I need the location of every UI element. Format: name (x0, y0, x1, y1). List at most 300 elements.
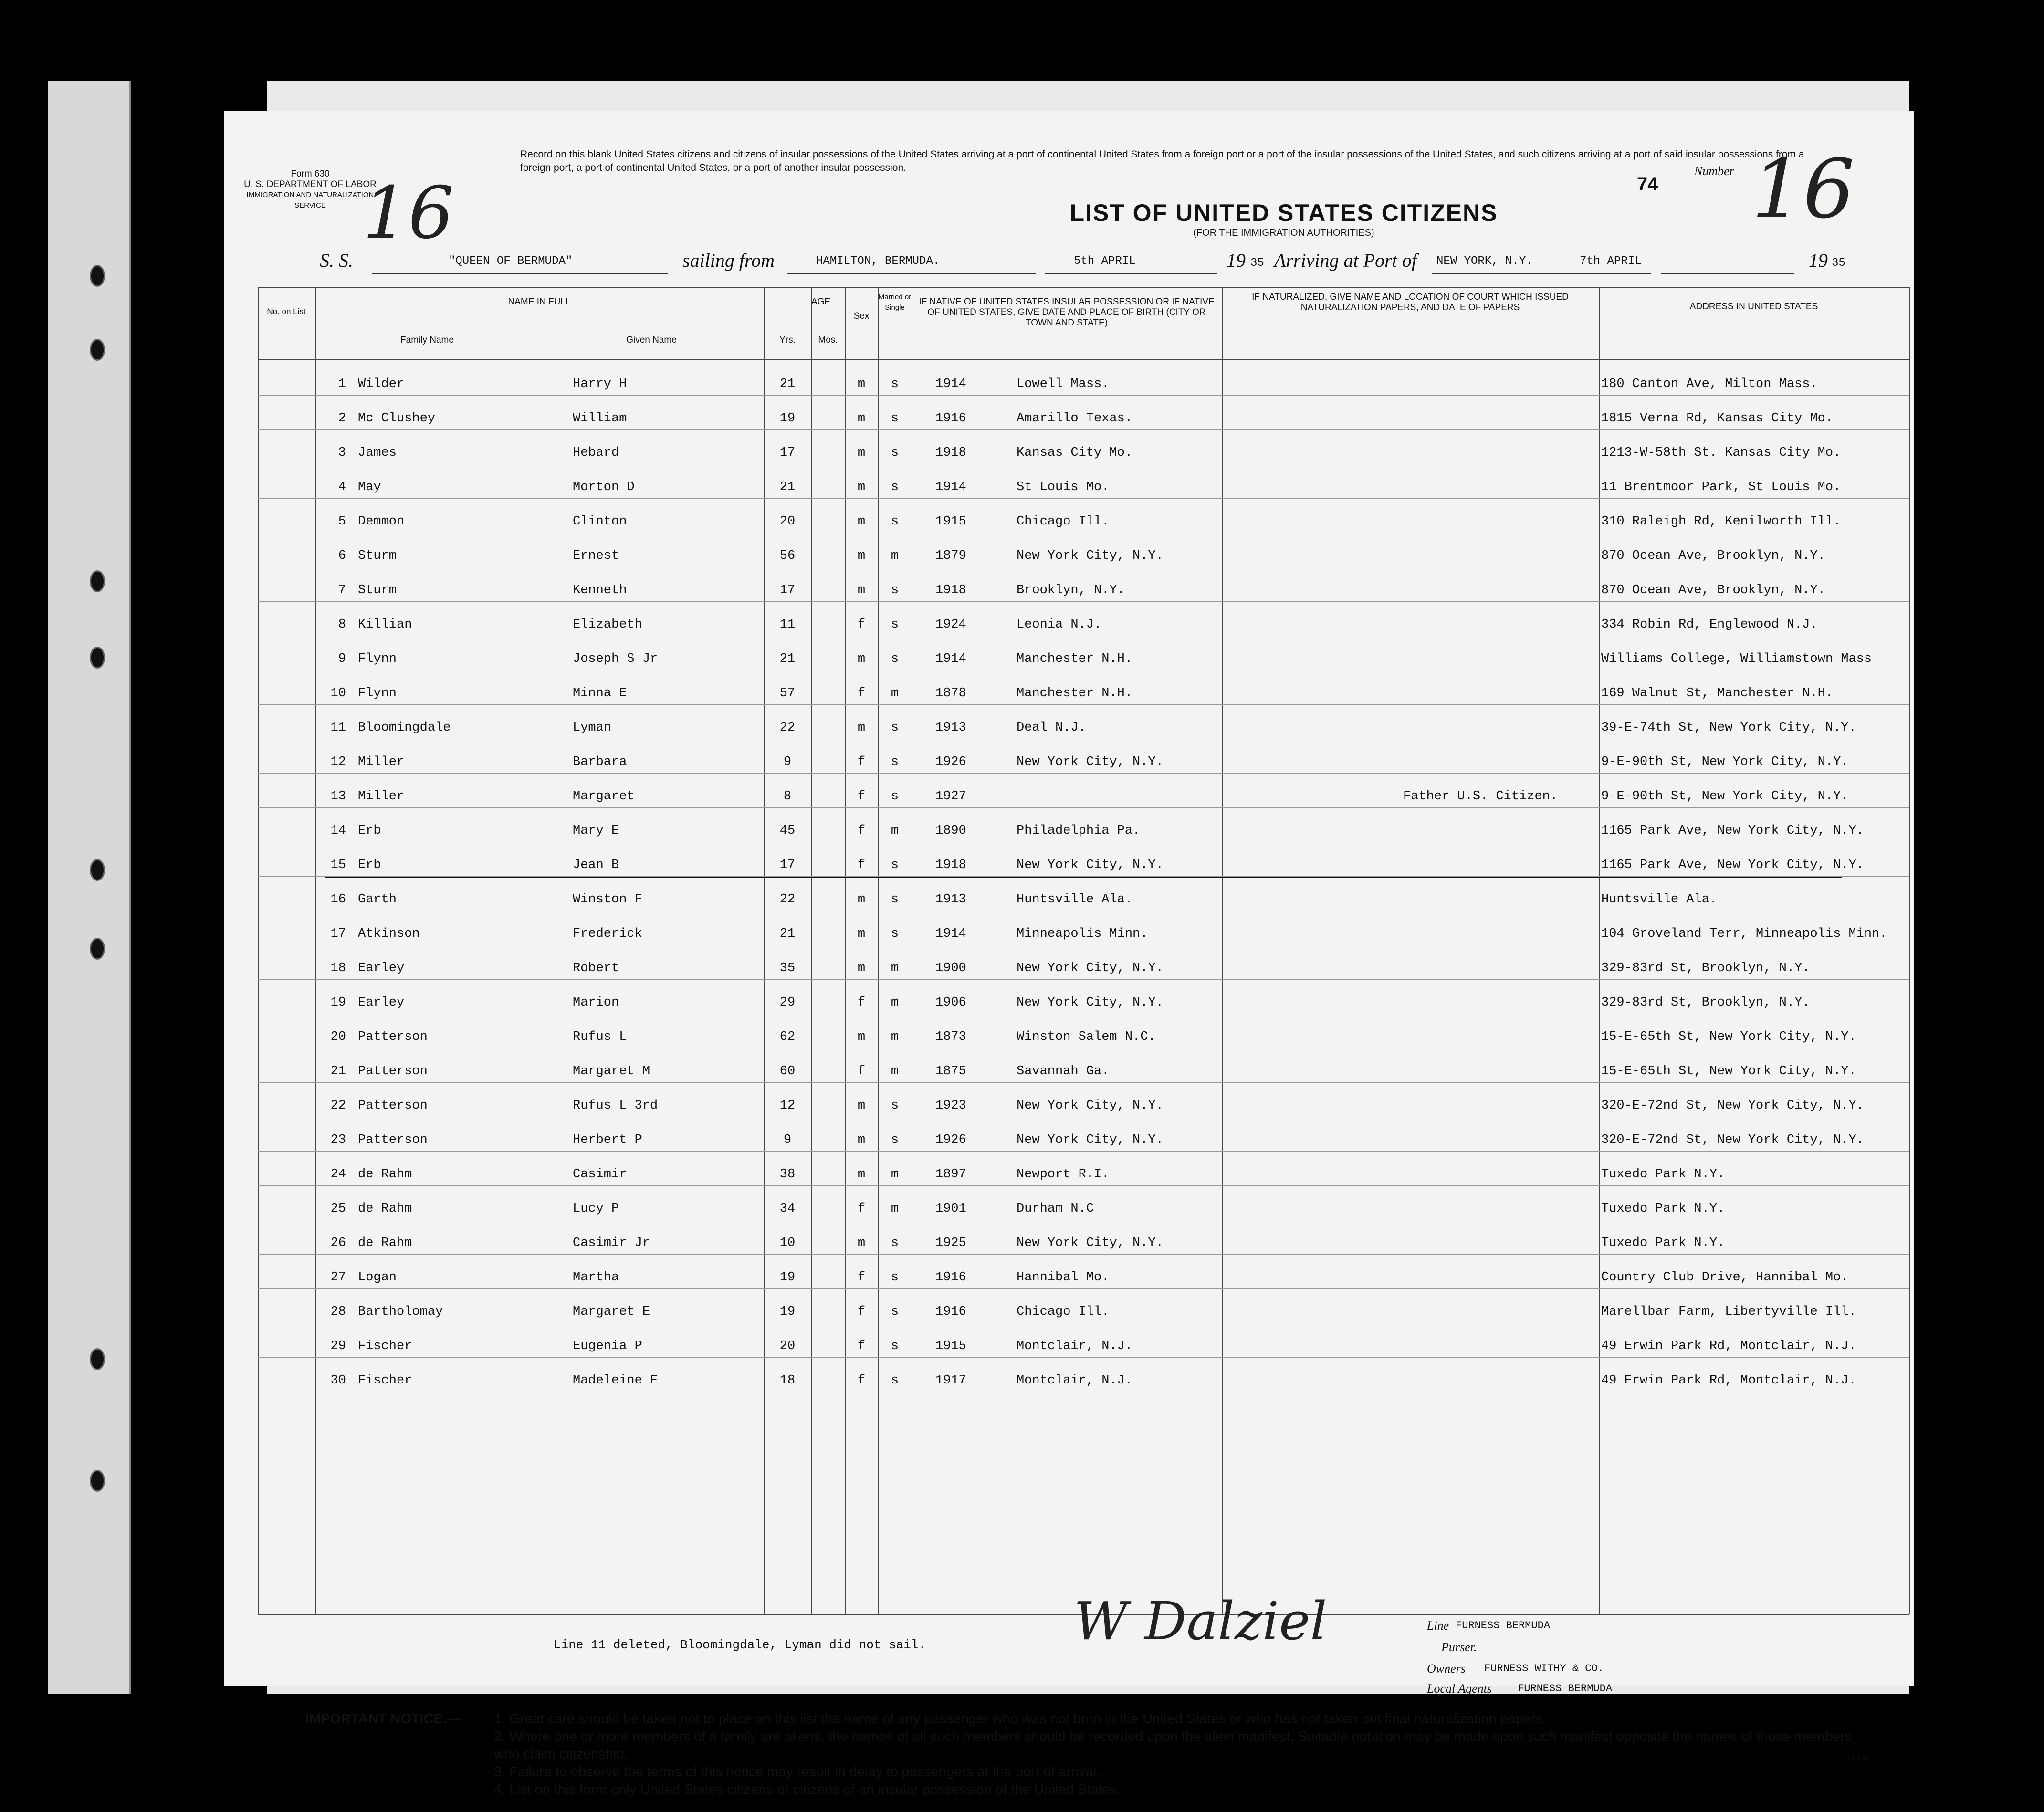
age-years: 11 (779, 618, 796, 632)
sex: m (857, 1167, 866, 1182)
birth-year: 1914 (935, 377, 966, 391)
marital-status: s (891, 755, 899, 769)
birth-year: 1900 (935, 961, 966, 975)
family-name: Bartholomay (358, 1305, 443, 1319)
sex: f (857, 1064, 866, 1079)
sex: m (857, 961, 866, 975)
marital-status: s (891, 1270, 899, 1285)
marital-status: m (891, 1202, 899, 1216)
sex: m (857, 927, 866, 941)
birth-year: 1915 (935, 1339, 966, 1353)
age-years: 21 (779, 377, 796, 391)
birth-year: 1918 (935, 446, 966, 460)
birth-year: 1918 (935, 858, 966, 872)
marital-status: s (891, 618, 899, 632)
address: Tuxedo Park N.Y. (1601, 1167, 1725, 1182)
row-number: 28 (330, 1305, 346, 1319)
sex: f (857, 1373, 866, 1388)
row-number: 3 (338, 446, 346, 460)
family-name: Patterson (358, 1099, 428, 1113)
birth-year: 1925 (935, 1236, 966, 1250)
birth-place: New York City, N.Y. (1017, 1133, 1164, 1147)
header-birth: IF NATIVE OF UNITED STATES INSULAR POSSESSION OR IF NATIVE OF UNITED STATES, GIVE DATE AND PLACE OF BIRTH (CITY OR TOWN AND STATE) (919, 297, 1215, 328)
binder-hole (90, 938, 105, 960)
family-name: Erb (358, 824, 381, 838)
birth-place: Philadelphia Pa. (1017, 824, 1141, 838)
address: Tuxedo Park N.Y. (1601, 1202, 1725, 1216)
birth-year: 1918 (935, 583, 966, 597)
given-name: Barbara (573, 755, 627, 769)
ss-label: S. S. (320, 250, 353, 271)
birth-place: Winston Salem N.C. (1017, 1030, 1156, 1044)
marital-status: s (891, 652, 899, 666)
family-name: Patterson (358, 1030, 428, 1044)
address: 49 Erwin Park Rd, Montclair, N.J. (1601, 1339, 1856, 1353)
given-name: Eugenia P (573, 1339, 642, 1353)
page-title: LIST OF UNITED STATES CITIZENS (1069, 199, 1498, 226)
family-name: Miller (358, 789, 405, 804)
row-number: 10 (330, 686, 346, 701)
given-name: Margaret (573, 789, 635, 804)
address: 104 Groveland Terr, Minneapolis Minn. (1601, 927, 1887, 941)
sex: f (857, 1305, 866, 1319)
marital-status: s (891, 1305, 899, 1319)
family-name: Patterson (358, 1064, 428, 1079)
row-number: 17 (330, 927, 346, 941)
address: 1815 Verna Rd, Kansas City Mo. (1601, 411, 1834, 426)
address: 15-E-65th St, New York City, N.Y. (1601, 1030, 1856, 1044)
address: Huntsville Ala. (1601, 892, 1718, 907)
family-name: de Rahm (358, 1167, 412, 1182)
given-name: Morton D (573, 480, 635, 494)
birth-place: Hannibal Mo. (1017, 1270, 1110, 1285)
row-rule (258, 876, 1909, 877)
row-rule (258, 1254, 1909, 1255)
row-rule (258, 704, 1909, 705)
birth-year: 1913 (935, 721, 966, 735)
address: 11 Brentmoor Park, St Louis Mo. (1601, 480, 1841, 494)
row-number: 24 (330, 1167, 346, 1182)
row-number: 23 (330, 1133, 346, 1147)
row-rule (258, 807, 1909, 808)
birth-year: 1890 (935, 824, 966, 838)
sex: m (857, 514, 866, 529)
header-address: ADDRESS IN UNITED STATES (1689, 302, 1818, 312)
family-name: de Rahm (358, 1202, 412, 1216)
birth-place: Kansas City Mo. (1017, 446, 1133, 460)
marital-status: m (891, 1167, 899, 1182)
given-name: Robert (573, 961, 619, 975)
family-name: Fischer (358, 1373, 412, 1388)
age-years: 17 (779, 858, 796, 872)
marital-status: m (891, 961, 899, 975)
row-rule (258, 1288, 1909, 1289)
handwritten-number-left: 16 (363, 172, 454, 255)
marital-status: s (891, 1133, 899, 1147)
notice-3: 3. Failure to observe the terms of this notice may result in delay to passengers at the port of arrival. (494, 1764, 1101, 1780)
row-number: 21 (330, 1064, 346, 1079)
age-years: 21 (779, 480, 796, 494)
row-rule (258, 1185, 1909, 1186)
purser-label: Purser. (1441, 1640, 1477, 1654)
address: 9-E-90th St, New York City, N.Y. (1601, 755, 1849, 769)
birth-year: 1878 (935, 686, 966, 701)
row-number: 20 (330, 1030, 346, 1044)
given-name: Lyman (573, 721, 612, 735)
address: 1213-W-58th St. Kansas City Mo. (1601, 446, 1841, 460)
purser-signature: W Dalziel (1074, 1591, 1327, 1652)
sex: m (857, 549, 866, 563)
form-number: Form 630 (291, 169, 330, 179)
row-number: 25 (330, 1202, 346, 1216)
birth-year: 1926 (935, 755, 966, 769)
age-years: 17 (779, 446, 796, 460)
binder-hole (90, 1348, 105, 1370)
family-name: Wilder (358, 377, 405, 391)
sex: f (857, 1202, 866, 1216)
marital-status: m (891, 1064, 899, 1079)
family-name: Atkinson (358, 927, 420, 941)
row-number: 30 (330, 1373, 346, 1388)
row-number: 9 (338, 652, 346, 666)
given-name: Ernest (573, 549, 619, 563)
row-number: 7 (338, 583, 346, 597)
binder-hole (90, 1470, 105, 1492)
family-name: Flynn (358, 686, 397, 701)
age-years: 12 (779, 1099, 796, 1113)
age-years: 38 (779, 1167, 796, 1182)
birth-year: 1924 (935, 618, 966, 632)
row-rule (258, 773, 1909, 774)
birth-year: 1926 (935, 1133, 966, 1147)
birth-year: 1916 (935, 1305, 966, 1319)
row-number: 11 (330, 721, 346, 735)
family-name: Killian (358, 618, 412, 632)
row-number: 15 (330, 858, 346, 872)
agents-label: Local Agents (1427, 1682, 1492, 1696)
address: 334 Robin Rd, Englewood N.J. (1601, 618, 1818, 632)
given-name: Margaret M (573, 1064, 650, 1079)
marital-status: s (891, 446, 899, 460)
number-label: Number (1694, 164, 1734, 178)
naturalization-info: Father U.S. Citizen. (1403, 789, 1558, 804)
birth-place: New York City, N.Y. (1017, 1236, 1164, 1250)
marital-status: s (891, 583, 899, 597)
header-age: AGE (811, 297, 831, 307)
address: 15-E-65th St, New York City, N.Y. (1601, 1064, 1856, 1079)
row-number: 22 (330, 1099, 346, 1113)
page-number: 74 (1637, 174, 1658, 195)
age-years: 57 (779, 686, 796, 701)
binder-strip (48, 81, 131, 1694)
binder-hole (90, 265, 105, 287)
family-name: Erb (358, 858, 381, 872)
sex: f (857, 686, 866, 701)
header-mos: Mos. (818, 335, 838, 345)
birth-place: Minneapolis Minn. (1017, 927, 1148, 941)
address: 9-E-90th St, New York City, N.Y. (1601, 789, 1849, 804)
birth-place: Newport R.I. (1017, 1167, 1110, 1182)
marital-status: s (891, 1373, 899, 1388)
row-number: 26 (330, 1236, 346, 1250)
age-years: 17 (779, 583, 796, 597)
header-married-single: Married or Single (878, 293, 912, 312)
sex: m (857, 652, 866, 666)
sex: m (857, 446, 866, 460)
birth-year: 1915 (935, 514, 966, 529)
header-sex: Sex (853, 311, 870, 321)
birth-place: Deal N.J. (1017, 721, 1086, 735)
owners-value: FURNESS WITHY & CO. (1484, 1663, 1604, 1675)
birth-place: New York City, N.Y. (1017, 858, 1164, 872)
sex: m (857, 377, 866, 391)
age-years: 29 (779, 995, 796, 1010)
birth-place: New York City, N.Y. (1017, 1099, 1164, 1113)
family-name: Flynn (358, 652, 397, 666)
sex: f (857, 789, 866, 804)
family-name: May (358, 480, 381, 494)
family-name: Bloomingdale (358, 721, 451, 735)
age-years: 19 (779, 411, 796, 426)
marital-status: s (891, 927, 899, 941)
given-name: Casimir (573, 1167, 627, 1182)
row-number: 16 (330, 892, 346, 907)
given-name: Elizabeth (573, 618, 642, 632)
given-name: Herbert P (573, 1133, 642, 1147)
row-number: 6 (338, 549, 346, 563)
family-name: Earley (358, 961, 405, 975)
birth-place: Savannah Ga. (1017, 1064, 1110, 1079)
notice-1: 1. Great care should be taken not to place on this list the name of any passenger who was not born in the United States or who has not taken out final naturalization papers. (494, 1711, 1547, 1727)
age-years: 21 (779, 927, 796, 941)
age-years: 60 (779, 1064, 796, 1079)
marital-status: m (891, 549, 899, 563)
row-number: 29 (330, 1339, 346, 1353)
row-number: 27 (330, 1270, 346, 1285)
department: U. S. DEPARTMENT OF LABOR (244, 179, 377, 189)
given-name: Kenneth (573, 583, 627, 597)
sex: m (857, 1133, 866, 1147)
address: 169 Walnut St, Manchester N.H. (1601, 686, 1834, 701)
birth-year: 1906 (935, 995, 966, 1010)
row-rule (258, 601, 1909, 602)
marital-status: s (891, 892, 899, 907)
birth-year: 1914 (935, 927, 966, 941)
sex: m (857, 1030, 866, 1044)
line-label: Line (1427, 1619, 1449, 1633)
marital-status: s (891, 1339, 899, 1353)
notice-heading: IMPORTANT NOTICE.— (305, 1711, 461, 1727)
sex: m (857, 892, 866, 907)
family-name: Sturm (358, 549, 397, 563)
age-years: 22 (779, 892, 796, 907)
marital-status: s (891, 411, 899, 426)
given-name: Rufus L (573, 1030, 627, 1044)
age-years: 19 (779, 1305, 796, 1319)
age-years: 20 (779, 1339, 796, 1353)
notice-4: 4. List on this form only United States citizens or citizens of an insular possession of the United States. (494, 1782, 1121, 1797)
sex: f (857, 858, 866, 872)
birth-place: Montclair, N.J. (1017, 1373, 1133, 1388)
row-rule (258, 979, 1909, 980)
header-naturalization: IF NATURALIZED, GIVE NAME AND LOCATION OF COURT WHICH ISSUED NATURALIZATION PAPERS, AND DATE OF PAPERS (1252, 292, 1569, 313)
header-given-name: Given Name (626, 335, 677, 345)
age-years: 56 (779, 549, 796, 563)
marital-status: s (891, 377, 899, 391)
family-name: Garth (358, 892, 397, 907)
birth-year: 1879 (935, 549, 966, 563)
birth-place: Huntsville Ala. (1017, 892, 1133, 907)
binder-hole (90, 339, 105, 361)
sex: f (857, 824, 866, 838)
birth-place: Manchester N.H. (1017, 686, 1133, 701)
given-name: Hebard (573, 446, 619, 460)
marital-status: m (891, 1030, 899, 1044)
age-years: 18 (779, 1373, 796, 1388)
age-years: 22 (779, 721, 796, 735)
header-yrs: Yrs. (779, 335, 796, 345)
given-name: Mary E (573, 824, 619, 838)
address: 870 Ocean Ave, Brooklyn, N.Y. (1601, 583, 1825, 597)
arrival-year-prefix: 19 (1809, 250, 1828, 271)
address: 329-83rd St, Brooklyn, N.Y. (1601, 995, 1810, 1010)
given-name: Joseph S Jr (573, 652, 658, 666)
marital-status: s (891, 480, 899, 494)
birth-year: 1917 (935, 1373, 966, 1388)
birth-year: 1914 (935, 652, 966, 666)
row-rule (258, 1082, 1909, 1083)
arriving-label: Arriving at Port of (1274, 250, 1417, 271)
deletion-note: Line 11 deleted, Bloomingdale, Lyman did not sail. (554, 1638, 926, 1652)
row-number: 8 (338, 618, 346, 632)
row-number: 5 (338, 514, 346, 529)
arrival-port: NEW YORK, N.Y. (1436, 255, 1533, 268)
birth-year: 1901 (935, 1202, 966, 1216)
row-rule (258, 498, 1909, 499)
given-name: Jean B (573, 858, 619, 872)
age-years: 8 (783, 789, 792, 804)
birth-place: Leonia N.J. (1017, 618, 1102, 632)
arrival-date: 7th APRIL (1580, 255, 1642, 268)
sail-year: 35 (1250, 257, 1264, 270)
manifest-sheet (224, 111, 1914, 1797)
address: 310 Raleigh Rd, Kenilworth Ill. (1601, 514, 1841, 529)
given-name: Harry H (573, 377, 627, 391)
row-number: 2 (338, 411, 346, 426)
departure-date: 5th APRIL (1074, 255, 1136, 268)
address: Country Club Drive, Hannibal Mo. (1601, 1270, 1849, 1285)
marital-status: m (891, 824, 899, 838)
birth-place: New York City, N.Y. (1017, 549, 1164, 563)
family-name: Sturm (358, 583, 397, 597)
header-family-name: Family Name (400, 335, 454, 345)
birth-place: New York City, N.Y. (1017, 755, 1164, 769)
address: 180 Canton Ave, Milton Mass. (1601, 377, 1818, 391)
sail-year-prefix: 19 (1226, 250, 1246, 271)
birth-place: Amarillo Texas. (1017, 411, 1133, 426)
age-years: 9 (783, 755, 792, 769)
sex: f (857, 618, 866, 632)
binder-hole (90, 570, 105, 592)
birth-place: Chicago Ill. (1017, 514, 1110, 529)
address: 329-83rd St, Brooklyn, N.Y. (1601, 961, 1810, 975)
birth-year: 1916 (935, 411, 966, 426)
agents-value: FURNESS BERMUDA (1518, 1683, 1613, 1695)
address: 1165 Park Ave, New York City, N.Y. (1601, 858, 1864, 872)
age-years: 9 (783, 1133, 792, 1147)
handwritten-number-right: 16 (1751, 142, 1855, 237)
birth-year: 1914 (935, 480, 966, 494)
marital-status: s (891, 1236, 899, 1250)
header-name-in-full: NAME IN FULL (508, 297, 571, 307)
address: 870 Ocean Ave, Brooklyn, N.Y. (1601, 549, 1825, 563)
birth-year: 1897 (935, 1167, 966, 1182)
sex: m (857, 721, 866, 735)
birth-place: Durham N.C (1017, 1202, 1094, 1216)
given-name: Frederick (573, 927, 642, 941)
address: 39-E-74th St, New York City, N.Y. (1601, 721, 1856, 735)
departure-port: HAMILTON, BERMUDA. (816, 255, 940, 268)
row-number: 14 (330, 824, 346, 838)
service: IMMIGRATION AND NATURALIZATION SERVICE (246, 191, 374, 209)
birth-place: New York City, N.Y. (1017, 995, 1164, 1010)
given-name: Madeleine E (573, 1373, 658, 1388)
family-name: Logan (358, 1270, 397, 1285)
row-number: 1 (338, 377, 346, 391)
marital-status: s (891, 1099, 899, 1113)
marital-status: s (891, 789, 899, 804)
address: 49 Erwin Park Rd, Montclair, N.J. (1601, 1373, 1856, 1388)
family-name: Miller (358, 755, 405, 769)
family-name: Fischer (358, 1339, 412, 1353)
binder-hole (90, 647, 105, 669)
passenger-table (258, 287, 1909, 1623)
family-name: Earley (358, 995, 405, 1010)
sex: m (857, 1236, 866, 1250)
address: 320-E-72nd St, New York City, N.Y. (1601, 1099, 1864, 1113)
given-name: Minna E (573, 686, 627, 701)
marital-status: s (891, 721, 899, 735)
family-name: James (358, 446, 397, 460)
given-name: Marion (573, 995, 619, 1010)
birth-year: 1913 (935, 892, 966, 907)
sex: m (857, 1099, 866, 1113)
row-number: 4 (338, 480, 346, 494)
row-rule (258, 429, 1909, 430)
sex: f (857, 755, 866, 769)
birth-place: St Louis Mo. (1017, 480, 1110, 494)
given-name: Winston F (573, 892, 642, 907)
address: 1165 Park Ave, New York City, N.Y. (1601, 824, 1864, 838)
given-name: Rufus L 3rd (573, 1099, 658, 1113)
address: Williams College, Williamstown Mass (1601, 652, 1872, 666)
birth-place: Manchester N.H. (1017, 652, 1133, 666)
sex: m (857, 411, 866, 426)
birth-year: 1873 (935, 1030, 966, 1044)
sex: f (857, 1270, 866, 1285)
birth-place: Brooklyn, N.Y. (1017, 583, 1125, 597)
given-name: Clinton (573, 514, 627, 529)
age-years: 20 (779, 514, 796, 529)
address: Marellbar Farm, Libertyville Ill. (1601, 1305, 1856, 1319)
binder-hole (90, 859, 105, 881)
given-name: Casimir Jr (573, 1236, 650, 1250)
birth-year: 1923 (935, 1099, 966, 1113)
sex: m (857, 480, 866, 494)
age-years: 10 (779, 1236, 796, 1250)
sex: f (857, 995, 866, 1010)
age-years: 21 (779, 652, 796, 666)
